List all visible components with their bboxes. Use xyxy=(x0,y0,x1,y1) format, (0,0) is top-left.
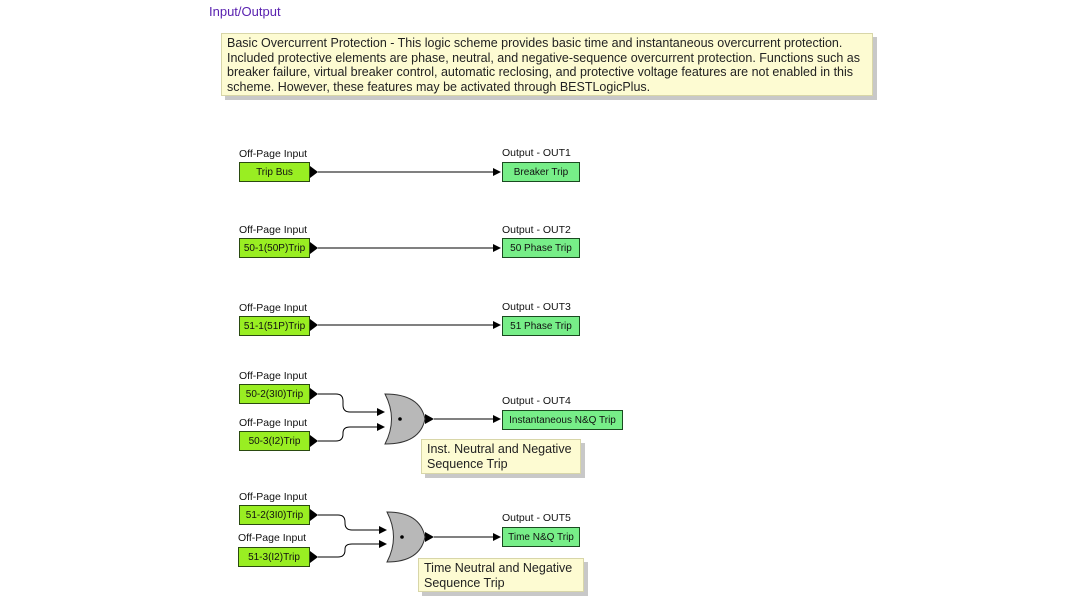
or-gate-out4 xyxy=(385,394,425,444)
gate-note-out4: Inst. Neutral and Negative Sequence Trip xyxy=(421,439,581,474)
input-50-1[interactable]: 50-1(50P)Trip xyxy=(239,238,310,258)
output-out3[interactable]: 51 Phase Trip xyxy=(502,316,580,336)
input-label: Off-Page Input xyxy=(239,370,308,382)
input-50-3[interactable]: 50-3(I2)Trip xyxy=(239,431,310,451)
input-label: Off-Page Input xyxy=(238,532,307,544)
output-out1[interactable]: Breaker Trip xyxy=(502,162,580,182)
input-label: Off-Page Input xyxy=(239,224,308,236)
output-out4[interactable]: Instantaneous N&Q Trip xyxy=(502,410,623,430)
input-label: Off-Page Input xyxy=(239,302,308,314)
output-label: Output - OUT4 xyxy=(502,395,571,407)
output-label: Output - OUT2 xyxy=(502,224,571,236)
input-trip-bus[interactable]: Trip Bus xyxy=(239,162,310,182)
input-51-3[interactable]: 51-3(I2)Trip xyxy=(238,547,310,567)
wire-in5a xyxy=(318,515,386,530)
description-note: Basic Overcurrent Protection - This logic scheme provides basic time and instantaneous overcurrent protection. Included protective elements are phase, neutral, and negative-sequence overcurrent protection. Functions such as breaker failure, virtual breaker control, automatic reclosing, and protective voltage features are not enabled in this scheme. However, these features may be activated through BESTLogicPlus. xyxy=(221,33,873,96)
input-label: Off-Page Input xyxy=(239,491,308,503)
input-51-1[interactable]: 51-1(51P)Trip xyxy=(239,316,310,336)
output-label: Output - OUT1 xyxy=(502,147,571,159)
output-label: Output - OUT5 xyxy=(502,512,571,524)
output-out5[interactable]: Time N&Q Trip xyxy=(502,527,580,547)
input-50-2[interactable]: 50-2(3I0)Trip xyxy=(239,384,310,404)
input-label: Off-Page Input xyxy=(239,148,308,160)
input-51-2[interactable]: 51-2(3I0)Trip xyxy=(239,505,310,525)
or-gate-out5 xyxy=(387,512,425,562)
wire-in4a xyxy=(318,394,384,412)
wire-in4b xyxy=(318,427,384,441)
input-label: Off-Page Input xyxy=(239,417,308,429)
section-title: Input/Output xyxy=(209,4,281,19)
wire-in5b xyxy=(318,544,386,557)
output-label: Output - OUT3 xyxy=(502,301,571,313)
output-out2[interactable]: 50 Phase Trip xyxy=(502,238,580,258)
gate-note-out5: Time Neutral and Negative Sequence Trip xyxy=(418,558,584,592)
